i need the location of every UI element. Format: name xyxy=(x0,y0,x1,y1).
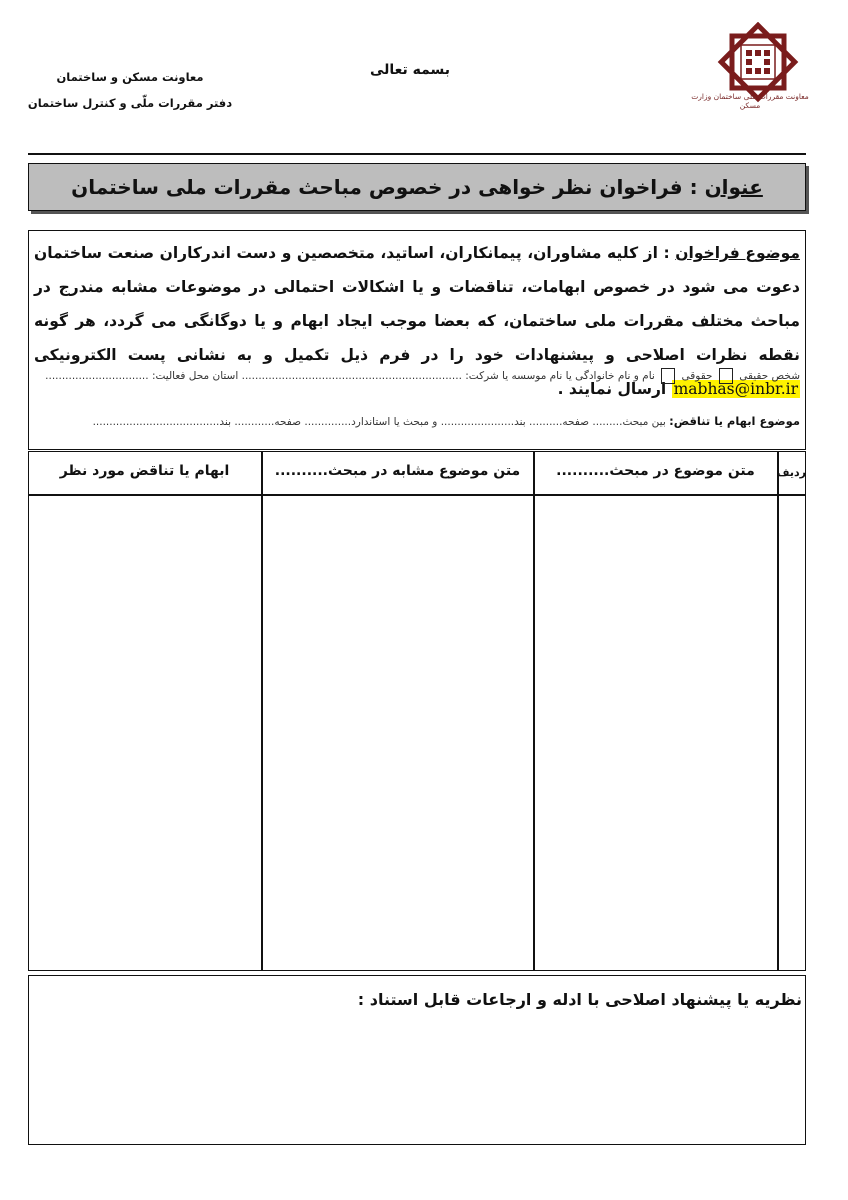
table-header-similar-topic: متن موضوع مشابه در مبحث.......... xyxy=(274,463,521,479)
legal-person-checkbox[interactable] xyxy=(661,368,675,384)
person-info-line xyxy=(34,368,800,384)
real-person-checkbox[interactable] xyxy=(719,368,733,384)
topic-label: موضوع ابهام یا تناقض: xyxy=(669,414,800,428)
call-label: موضوع فراخوان xyxy=(675,244,800,262)
province-label: استان محل فعالیت: xyxy=(151,370,239,382)
legal-person-label: حقوقی xyxy=(681,370,713,382)
org-line-2: دفتر مقررات ملّی و کنترل ساختمان xyxy=(27,96,233,110)
topic-line xyxy=(34,414,800,428)
column-divider xyxy=(777,451,779,971)
name-label: نام و نام خانوادگی یا نام موسسه یا شرکت: xyxy=(465,370,655,382)
call-text-end: ارسال نمایند . xyxy=(557,380,672,398)
real-person-label: شخص حقیقی xyxy=(739,370,800,382)
header-divider xyxy=(28,153,806,155)
call-text: : از کلیه مشاوران، پیمانکاران، اساتید، متخصصین و دست اندرکاران صنعت ساختمان دعوت می شود در خصوص ابهامات، تناقضات و یا اشکالات احتمالی در موضوعات مشابه مندرج در مباحث مختلف مقررات ملی ساختمان، که بعضا موجب ایجاد ابهام و یا دوگانگی می گردد، هر گونه نقطه نظرات اصلاحی و پیشنهادات خود را در فرم ذیل تکمیل و به نشانی پست الکترونیکی xyxy=(34,244,800,364)
table-header-topic: متن موضوع در مبحث.......... xyxy=(556,463,755,479)
comparison-table xyxy=(28,451,806,971)
comment-label: نظریه یا پیشنهاد اصلاحی با ادله و ارجاعات قابل استناد : xyxy=(357,990,802,1009)
logo-caption: معاونت مقررات ملی ساختمان وزارت مسکن xyxy=(691,92,809,110)
column-divider xyxy=(261,451,263,971)
name-field[interactable]: .................................................................. xyxy=(241,370,462,382)
org-line-1: معاونت مسکن و ساختمان xyxy=(56,70,204,84)
title-box xyxy=(28,163,806,211)
organization-header xyxy=(20,64,240,116)
title-label: عنوان xyxy=(704,175,763,199)
province-field[interactable]: ............................... xyxy=(45,370,149,382)
column-divider xyxy=(533,451,535,971)
bismillah-heading: بسمه تعالی xyxy=(369,62,451,78)
email-link[interactable]: mabhas@inbr.ir xyxy=(673,380,798,398)
table-header-ambiguity: ابهام یا تناقض مورد نظر xyxy=(59,463,230,479)
table-header-rule xyxy=(28,494,806,496)
table-header-row-number: ردیف xyxy=(776,466,806,479)
title-text: : فراخوان نظر خواهی در خصوص مباحث مقررات ملی ساختمان xyxy=(71,175,705,199)
topic-fields[interactable]: بین مبحث......... صفحه.......... بند...................... و مبحث یا استاندارد.............. صفحه............ بند...................................... xyxy=(92,416,670,428)
form-title xyxy=(71,175,763,199)
